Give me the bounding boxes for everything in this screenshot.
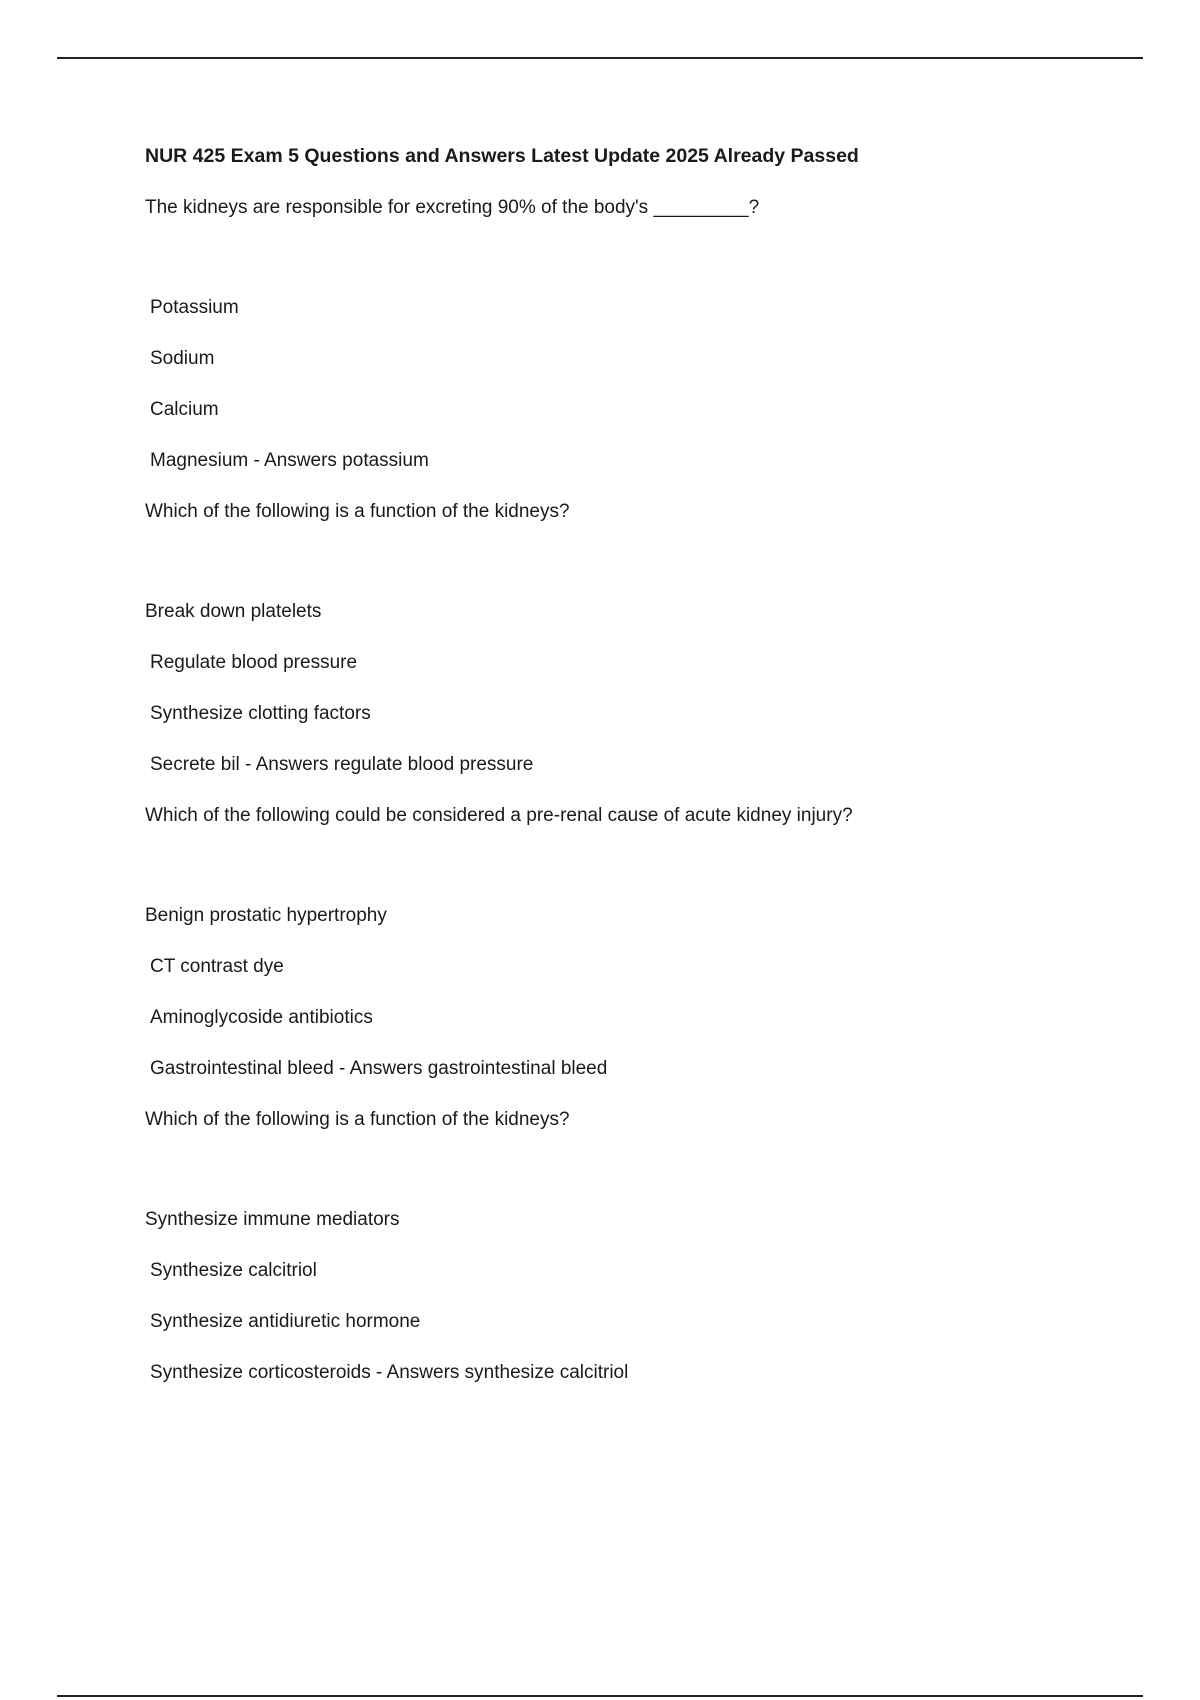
answer-option: Gastrointestinal bleed - Answers gastrointestinal bleed [150,1058,608,1079]
document-body [145,144,1105,1412]
answer-option: Break down platelets [145,601,322,622]
answer-option: Synthesize clotting factors [150,703,371,724]
question-text: Which of the following could be considered a pre-renal cause of acute kidney injury? [145,805,853,826]
answer-option: Potassium [150,297,239,318]
answer-option: Aminoglycoside antibiotics [150,1007,373,1028]
answer-option: Regulate blood pressure [150,652,358,673]
answer-option: Secrete bil - Answers regulate blood pressure [150,754,534,775]
header-rule [57,57,1143,59]
footer-rule [57,1695,1143,1697]
answer-option: Synthesize corticosteroids - Answers synthesize calcitriol [150,1362,629,1383]
document-title: NUR 425 Exam 5 Questions and Answers Latest Update 2025 Already Passed [145,145,859,167]
answer-option: CT contrast dye [150,956,284,977]
answer-option: Calcium [150,399,219,420]
question-text: The kidneys are responsible for excreting 90% of the body's _________? [145,197,760,218]
answer-option: Synthesize calcitriol [150,1260,317,1281]
answer-option: Synthesize antidiuretic hormone [150,1311,421,1332]
answer-option: Synthesize immune mediators [145,1209,400,1230]
answer-option: Benign prostatic hypertrophy [145,905,387,926]
answer-option: Magnesium - Answers potassium [150,450,429,471]
question-text: Which of the following is a function of the kidneys? [145,1109,570,1130]
question-text: Which of the following is a function of the kidneys? [145,501,570,522]
answer-option: Sodium [150,348,215,369]
